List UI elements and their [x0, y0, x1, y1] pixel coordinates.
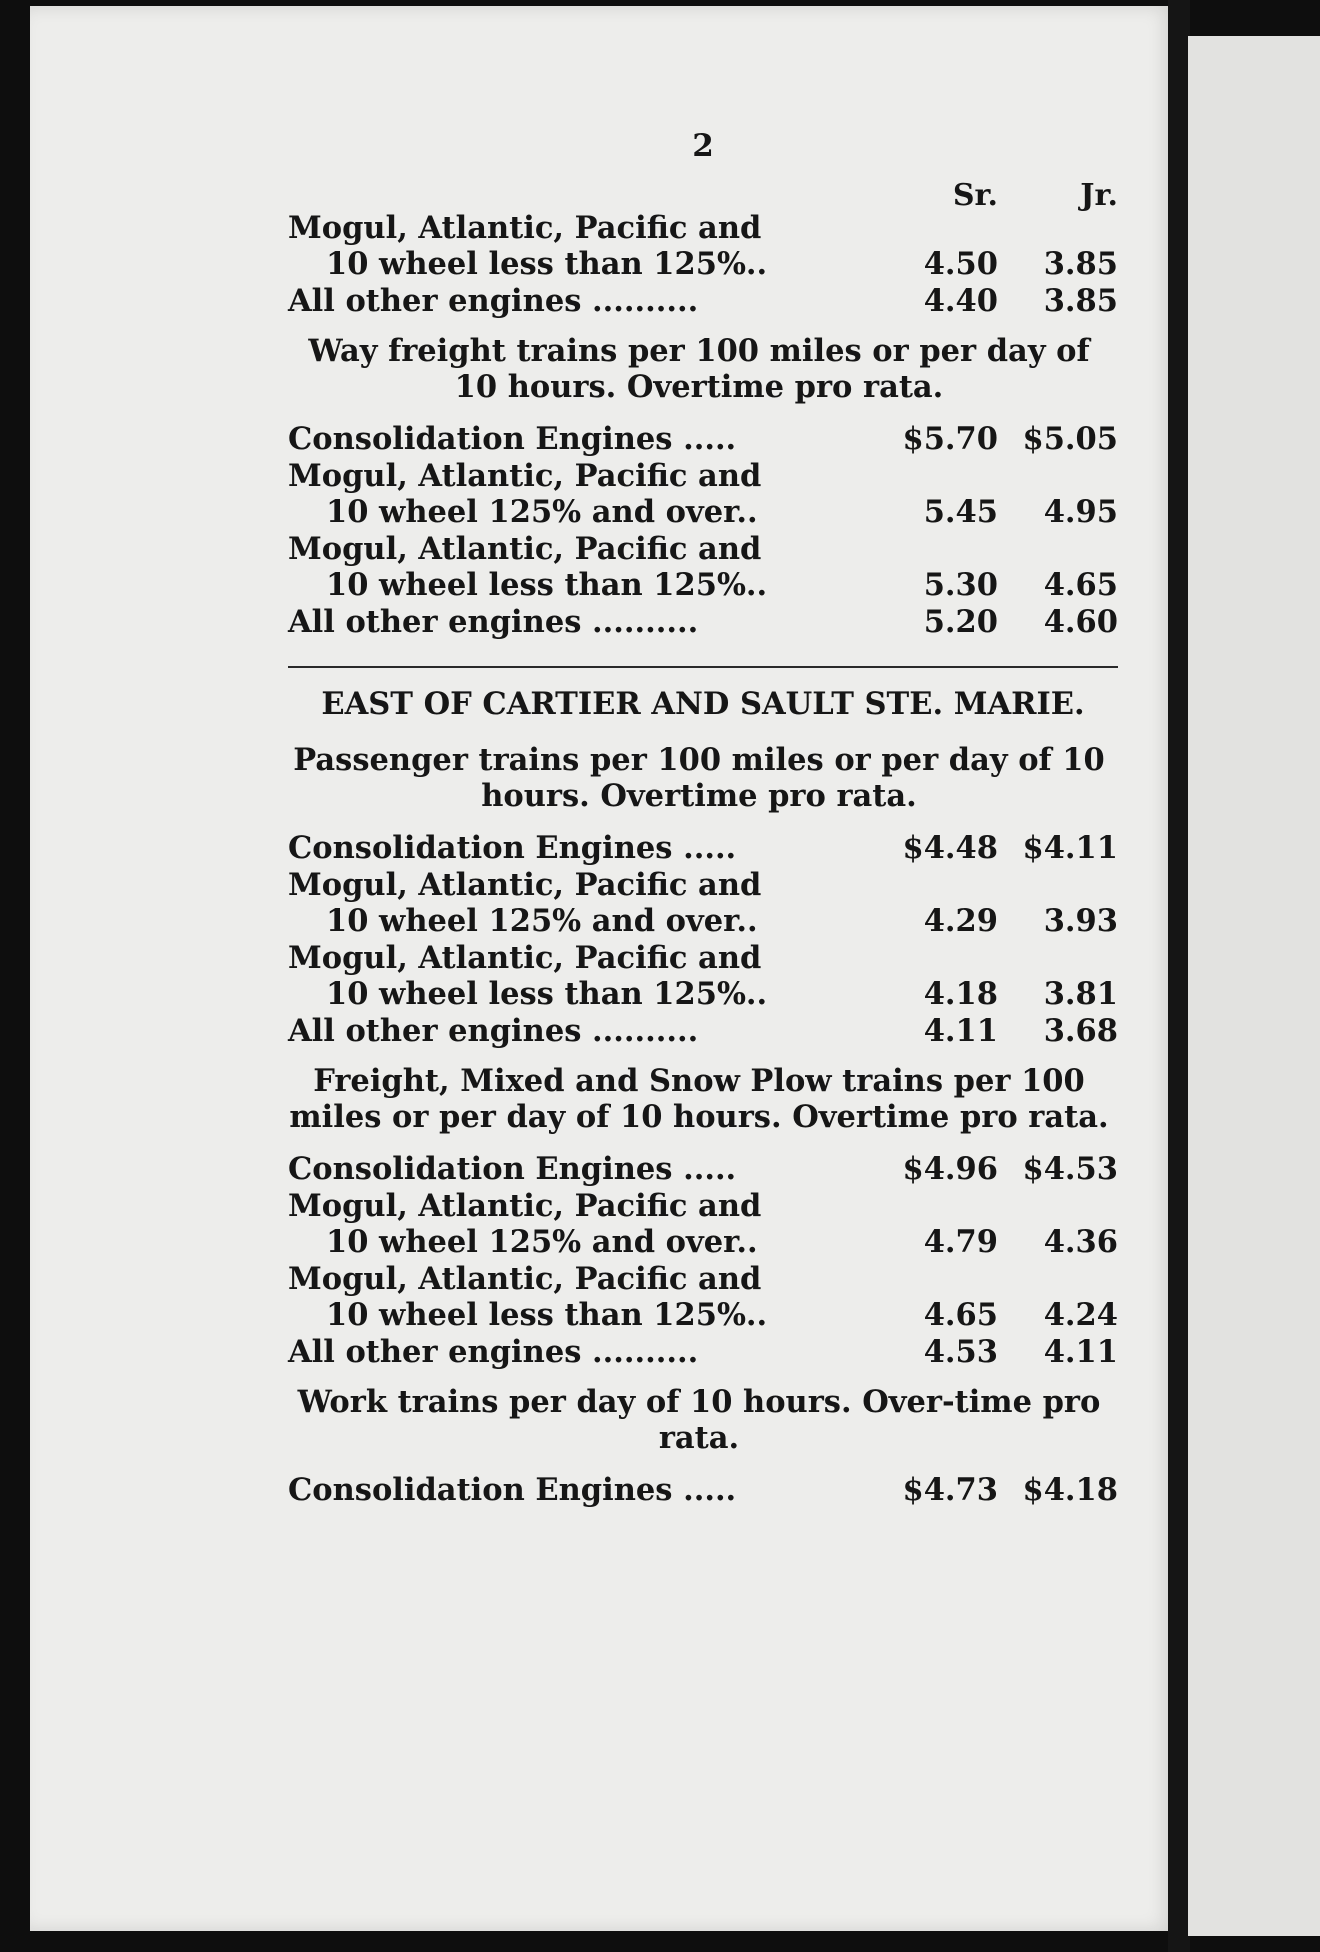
engine-class-line-continued: 10 wheel less than 125%..: [326, 1297, 768, 1333]
section-divider: [288, 666, 1118, 668]
freight-rate-rows: [288, 1151, 1118, 1370]
rate-row: [288, 531, 1118, 603]
engine-class-label: [288, 1334, 878, 1370]
facing-page-edge: [1188, 36, 1320, 1936]
senior-rate: 5.20: [923, 604, 998, 640]
junior-rate: 3.85: [1043, 283, 1118, 319]
engine-class-label: [288, 1472, 878, 1508]
engine-class-label: [288, 458, 878, 530]
engine-class-line-continued: 10 wheel 125% and over..: [326, 903, 758, 939]
junior-rate: 3.68: [1043, 1013, 1118, 1049]
engine-class-line: Consolidation Engines .....: [288, 1151, 737, 1187]
engine-class-line: All other engines ..........: [288, 1334, 699, 1370]
engine-class-label: [288, 210, 878, 282]
top-rate-rows: [288, 210, 1118, 319]
senior-rate: 4.18: [923, 976, 998, 1012]
rate-row: [288, 458, 1118, 530]
engine-class-line: Mogul, Atlantic, Pacific and: [288, 531, 762, 567]
senior-rate: 4.11: [923, 1013, 998, 1049]
senior-rate: 4.29: [923, 903, 998, 939]
engine-class-label: [288, 604, 878, 640]
passenger-description: Passenger trains per 100 miles or per day of 10 hours. Overtime pro rata.: [293, 742, 1105, 814]
engine-class-line: Consolidation Engines .....: [288, 830, 737, 866]
passenger-rate-rows: [288, 830, 1118, 1049]
rate-row: [288, 1013, 1118, 1049]
engine-class-label: [288, 867, 878, 939]
freight-description: Freight, Mixed and Snow Plow trains per 100 miles or per day of 10 hours. Overtime pro rata.: [289, 1063, 1109, 1135]
page-number: 2: [692, 128, 714, 164]
junior-rate: 4.11: [1043, 1334, 1118, 1370]
junior-rate: 3.85: [1043, 246, 1118, 282]
engine-class-line: All other engines ..........: [288, 1013, 699, 1049]
way-freight-rate-rows: [288, 421, 1118, 640]
senior-rate: $4.73: [902, 1472, 998, 1508]
rate-row: [288, 1334, 1118, 1370]
senior-rate: 4.53: [923, 1334, 998, 1370]
junior-rate: 3.81: [1043, 976, 1118, 1012]
junior-rate: $4.11: [1022, 830, 1118, 866]
work-train-description: Work trains per day of 10 hours. Over-time pro rata.: [297, 1384, 1101, 1456]
rate-schedule: [288, 128, 1118, 1516]
rate-row: [288, 830, 1118, 866]
engine-class-label: [288, 830, 878, 866]
junior-rate: 4.24: [1043, 1297, 1118, 1333]
rate-row: [288, 283, 1118, 319]
engine-class-label: [288, 1013, 878, 1049]
engine-class-label: [288, 1261, 878, 1333]
engine-class-line: Consolidation Engines .....: [288, 421, 737, 457]
engine-class-label: [288, 940, 878, 1012]
rate-row: [288, 1261, 1118, 1333]
engine-class-line-continued: 10 wheel less than 125%..: [326, 246, 768, 282]
rate-row: [288, 867, 1118, 939]
engine-class-line: Mogul, Atlantic, Pacific and: [288, 940, 762, 976]
engine-class-line: Mogul, Atlantic, Pacific and: [288, 867, 762, 903]
rate-row: [288, 1472, 1118, 1508]
junior-rate: $4.18: [1022, 1472, 1118, 1508]
junior-column-header: Jr.: [1080, 178, 1118, 213]
column-headers: [288, 178, 1118, 214]
book-gutter: [1168, 0, 1190, 1952]
junior-rate: 4.36: [1043, 1224, 1118, 1260]
junior-rate: 3.93: [1043, 903, 1118, 939]
senior-rate: 5.45: [923, 494, 998, 530]
senior-rate: 4.65: [923, 1297, 998, 1333]
senior-rate: 4.79: [923, 1224, 998, 1260]
senior-column-header: Sr.: [952, 178, 998, 213]
junior-rate: $5.05: [1022, 421, 1118, 457]
rate-row: [288, 421, 1118, 457]
junior-rate: 4.60: [1043, 604, 1118, 640]
engine-class-line-continued: 10 wheel less than 125%..: [326, 567, 768, 603]
senior-rate: $4.48: [902, 830, 998, 866]
engine-class-line: Mogul, Atlantic, Pacific and: [288, 1188, 762, 1224]
engine-class-line: Mogul, Atlantic, Pacific and: [288, 458, 762, 494]
engine-class-line: Mogul, Atlantic, Pacific and: [288, 210, 762, 246]
junior-rate: 4.95: [1043, 494, 1118, 530]
engine-class-label: [288, 421, 878, 457]
junior-rate: 4.65: [1043, 567, 1118, 603]
senior-rate: 4.50: [923, 246, 998, 282]
junior-rate: $4.53: [1022, 1151, 1118, 1187]
senior-rate: $4.96: [902, 1151, 998, 1187]
rate-row: [288, 210, 1118, 282]
engine-class-label: [288, 531, 878, 603]
rate-row: [288, 1188, 1118, 1260]
engine-class-label: [288, 283, 878, 319]
section-heading: EAST OF CARTIER AND SAULT STE. MARIE.: [321, 686, 1085, 722]
senior-rate: 4.40: [923, 283, 998, 319]
rate-row: [288, 940, 1118, 1012]
engine-class-line-continued: 10 wheel 125% and over..: [326, 494, 758, 530]
engine-class-line: All other engines ..........: [288, 283, 699, 319]
senior-rate: $5.70: [902, 421, 998, 457]
engine-class-label: [288, 1188, 878, 1260]
rate-row: [288, 1151, 1118, 1187]
way-freight-description: Way freight trains per 100 miles or per day of 10 hours. Overtime pro rata.: [308, 333, 1090, 405]
engine-class-line: Mogul, Atlantic, Pacific and: [288, 1261, 762, 1297]
engine-class-label: [288, 1151, 878, 1187]
engine-class-line: All other engines ..........: [288, 604, 699, 640]
work-train-rate-rows: [288, 1472, 1118, 1508]
engine-class-line-continued: 10 wheel 125% and over..: [326, 1224, 758, 1260]
engine-class-line-continued: 10 wheel less than 125%..: [326, 976, 768, 1012]
rate-row: [288, 604, 1118, 640]
senior-rate: 5.30: [923, 567, 998, 603]
engine-class-line: Consolidation Engines .....: [288, 1472, 737, 1508]
